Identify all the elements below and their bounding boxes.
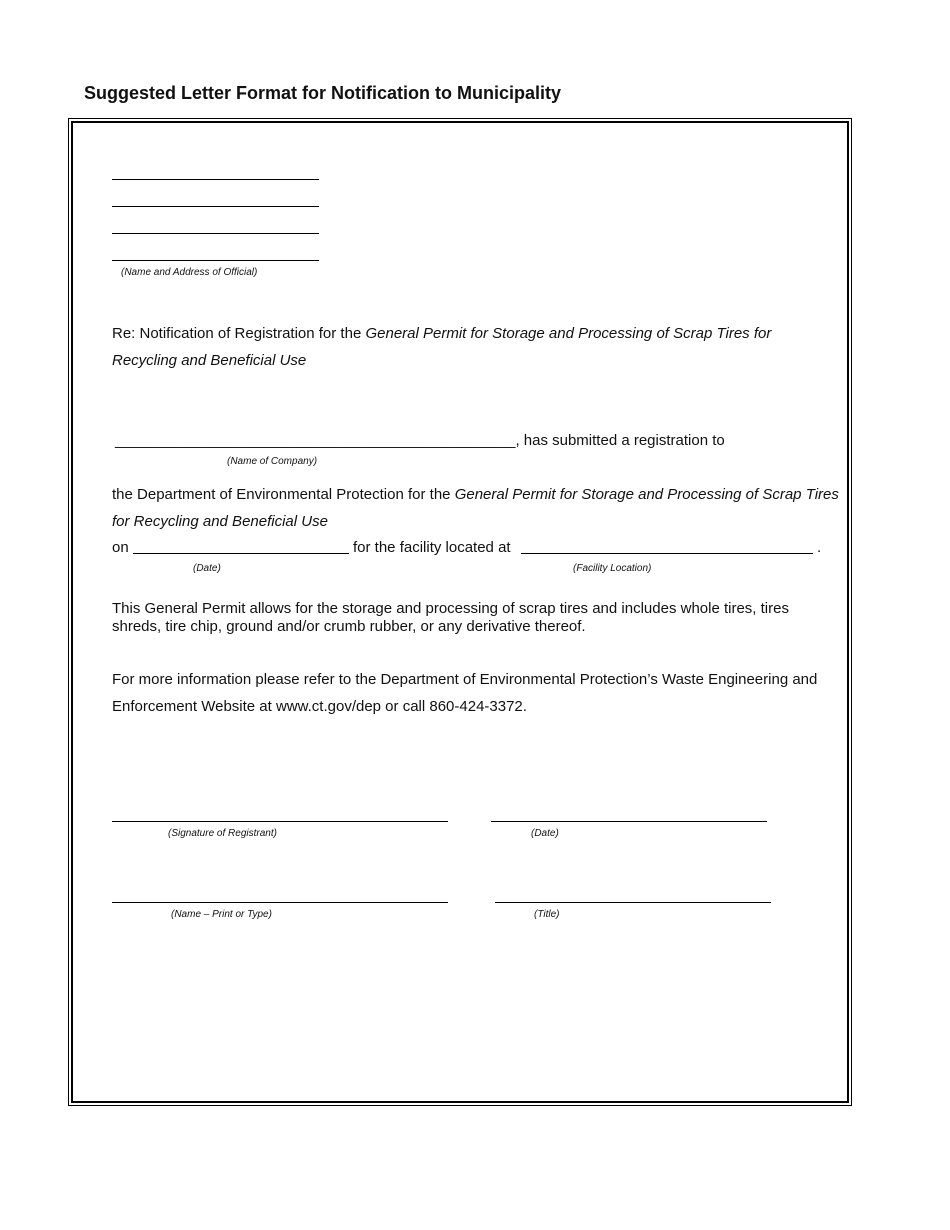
re-permit-name: General Permit for Storage and Processing of Scrap Tires for Recycling and Beneficial Use [112,325,772,369]
company-blank[interactable]: ________________________________________________ [115,432,516,449]
re-prefix: Re: Notification of Registration for the [112,325,366,342]
address-line-3[interactable] [112,233,319,234]
signature-caption: (Signature of Registrant) [168,828,277,839]
location-blank[interactable] [521,553,813,554]
title-caption: (Title) [534,909,560,920]
date-caption: (Date) [193,563,221,574]
re-line [112,320,832,374]
page-title: Suggested Letter Format for Notification to Municipality [84,83,562,103]
name-line[interactable] [112,902,448,903]
signature-line[interactable] [112,821,448,822]
department-prefix: the Department of Environmental Protection for the [112,486,455,503]
company-caption: (Name of Company) [227,456,318,467]
department-line [112,481,842,535]
line-end-period: . [817,539,822,556]
signature-date-line[interactable] [491,821,767,822]
address-line-2[interactable] [112,206,319,207]
on-label: on [112,539,129,556]
address-caption: (Name and Address of Official) [121,267,258,278]
title-line[interactable] [495,902,771,903]
info-paragraph: For more information please refer to the Department of Environmental Protection’s Waste Engineering and Enforcement Website at www.ct.gov/dep or call 860-424-3372. [112,671,818,715]
department-permit-name: General Permit for Storage and Processing of Scrap Tires for Recycling and Beneficial Use [112,486,839,530]
address-line-4[interactable] [112,260,319,261]
signature-date-caption: (Date) [531,828,559,839]
name-caption: (Name – Print or Type) [171,909,272,920]
permit-paragraph: This General Permit allows for the storage and processing of scrap tires and includes whole tires, tires shreds, tire chip, ground and/or crumb rubber, or any derivative thereof. [112,600,789,635]
location-caption: (Facility Location) [573,563,652,574]
address-line-1[interactable] [112,179,319,180]
company-line [115,432,725,449]
date-blank[interactable] [133,553,349,554]
company-suffix: , has submitted a registration to [515,432,725,449]
facility-label: for the facility located at [353,539,511,556]
